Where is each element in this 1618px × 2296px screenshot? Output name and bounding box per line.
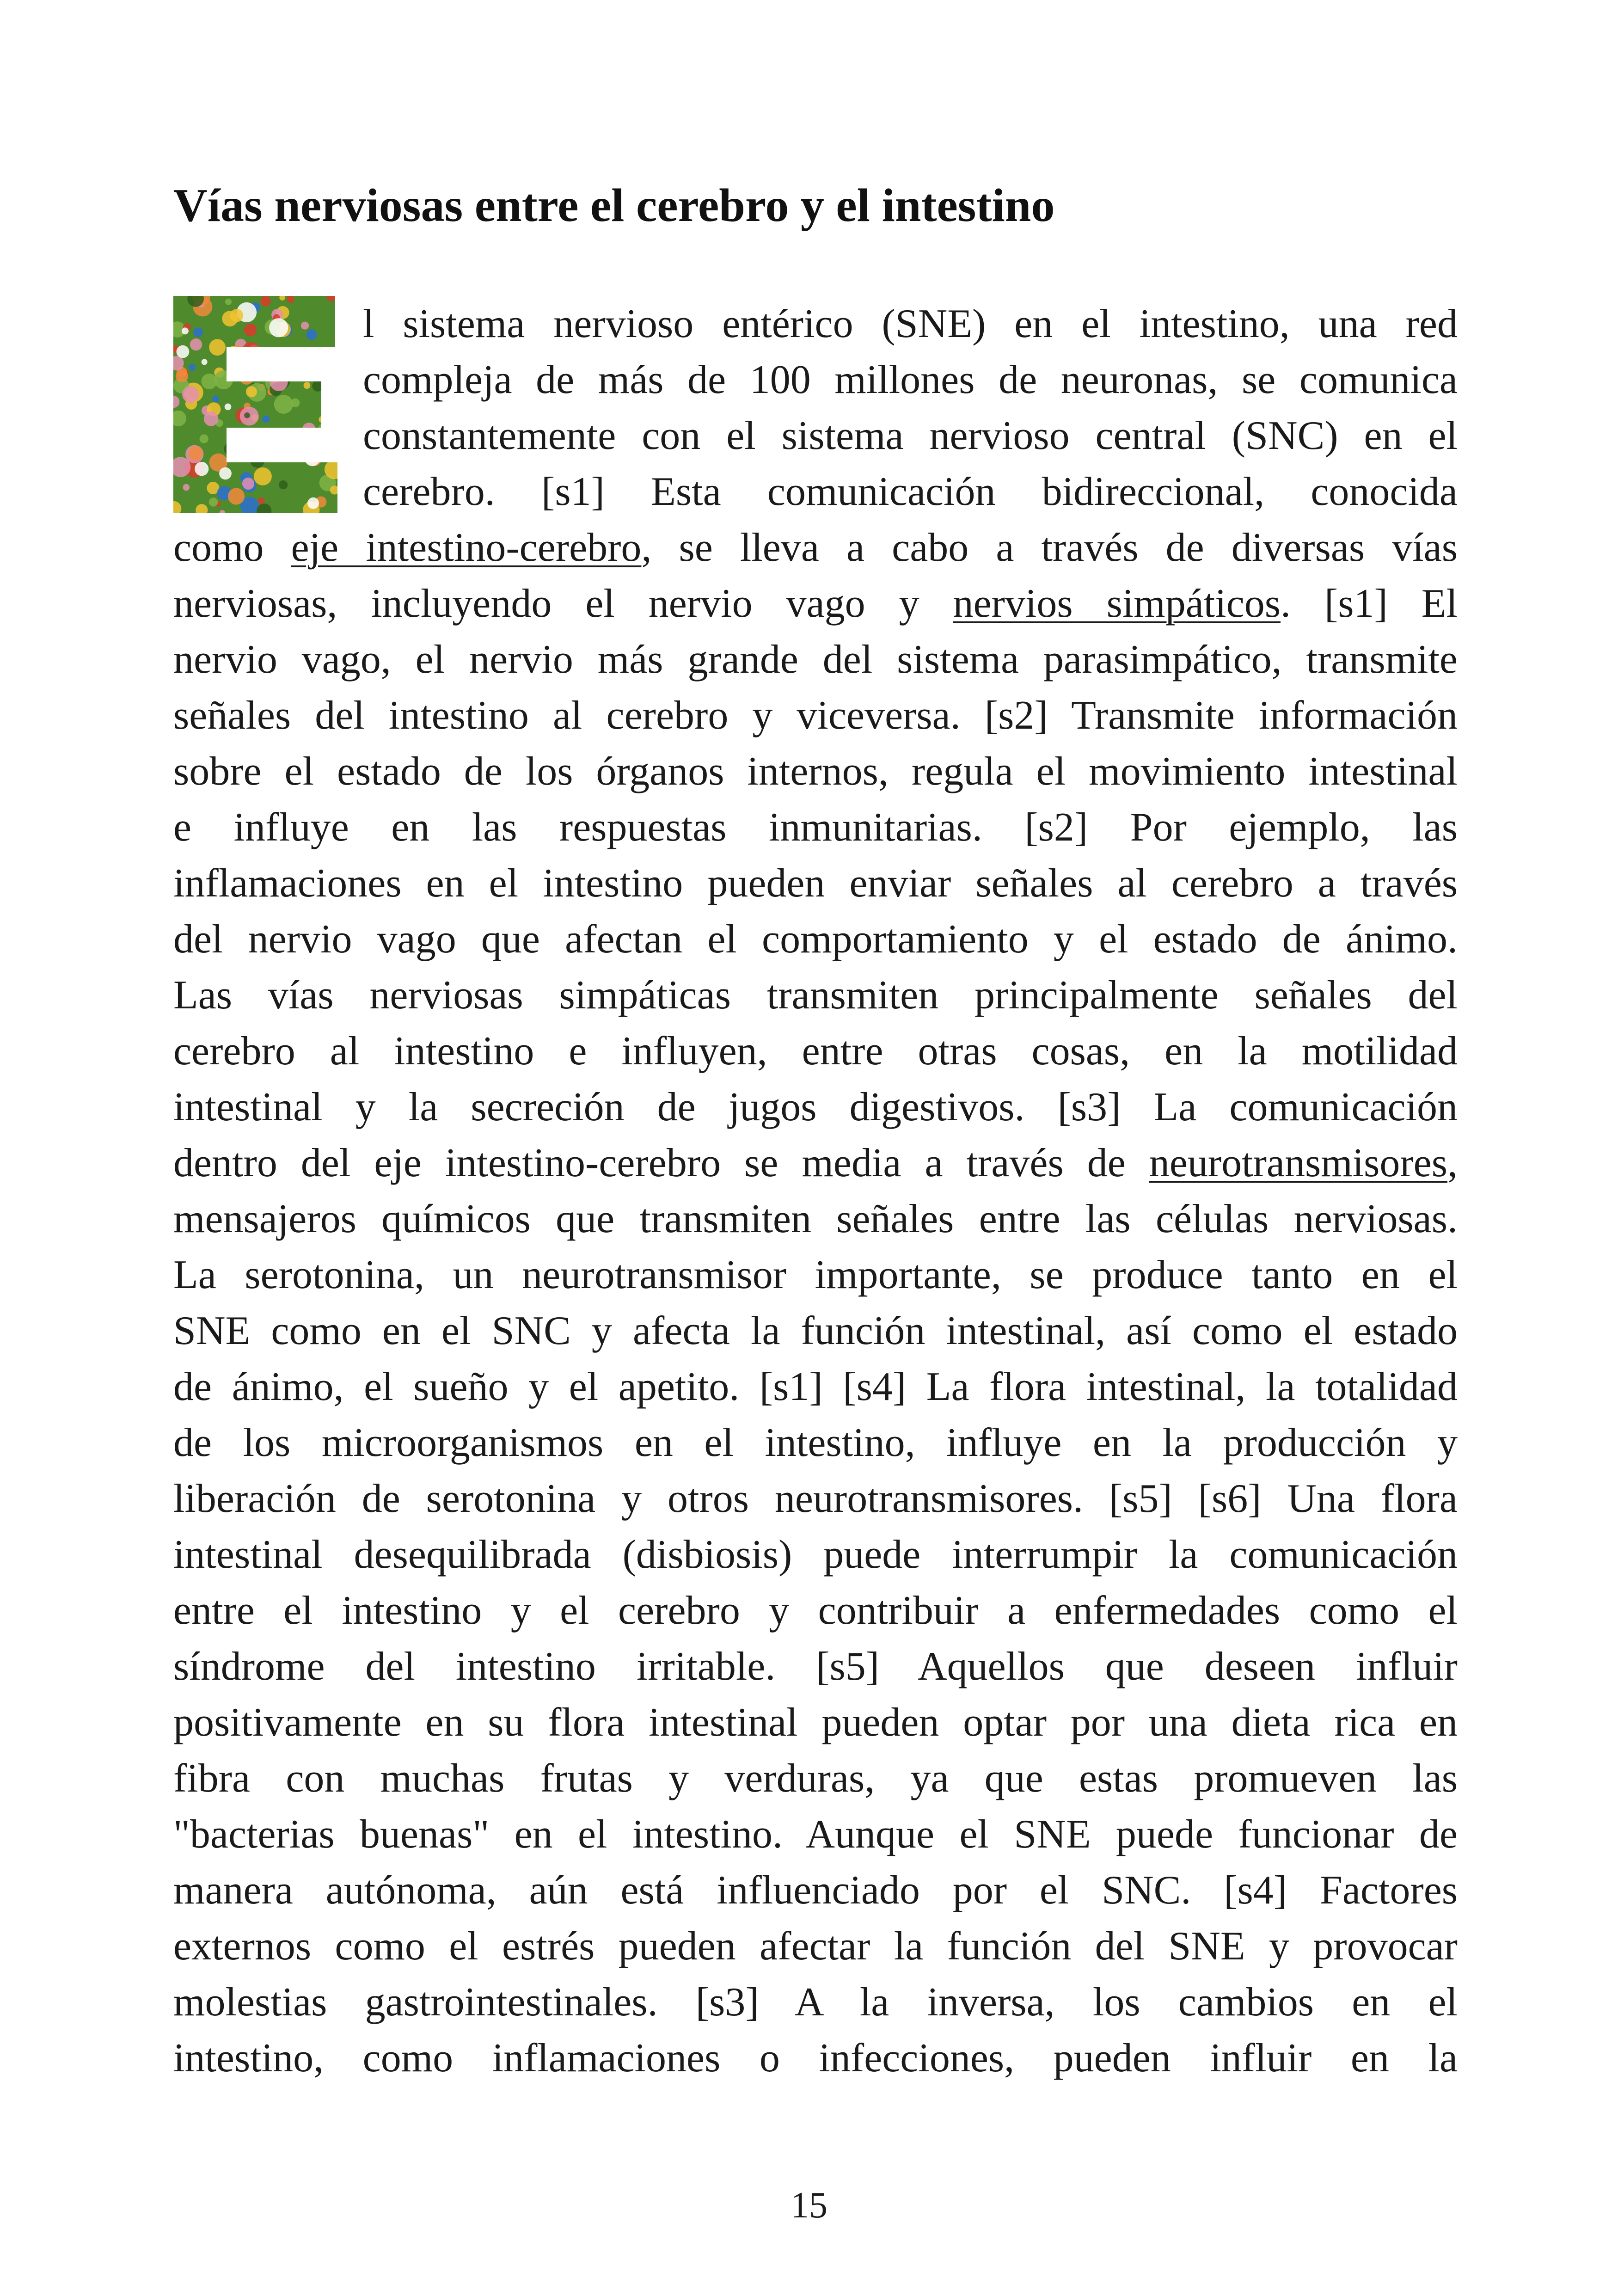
text-line [173,1862,1458,1918]
term-link[interactable]: eje intestino-cerebro [291,525,642,570]
text-line [173,1247,1458,1303]
text-line [173,1359,1458,1415]
text-line [173,1639,1458,1694]
text-line [363,464,1458,520]
text-run: del nervio vago que afectan el comportamiento y el estado de ánimo. [173,917,1458,962]
text-line [173,2030,1458,2086]
text-line [173,855,1458,911]
text-line [173,1694,1458,1750]
text-line [173,1583,1458,1639]
text-line [363,408,1458,464]
text-line [173,1974,1458,2030]
body-paragraph [173,296,1458,2086]
text-run: SNE como en el SNC y afecta la función intestinal, así como el estado [173,1308,1458,1353]
text-run: sobre el estado de los órganos internos, regula el movimiento intestinal [173,749,1458,794]
text-run: e influye en las respuestas inmunitarias. [s2] Por ejemplo, las [173,805,1458,850]
text-line [173,799,1458,855]
text-line [173,1806,1458,1862]
text-line [173,1191,1458,1247]
text-run: señales del intestino al cerebro y viceversa. [s2] Transmite información [173,693,1458,738]
text-run: compleja de más de 100 millones de neuronas, se comunica [363,357,1458,402]
term-link[interactable]: nervios simpáticos [953,581,1281,626]
text-line [173,1750,1458,1806]
text-run: inflamaciones en el intestino pueden enviar señales al cerebro a través [173,861,1458,906]
text-run: molestias gastrointestinales. [s3] A la inversa, los cambios en el [173,1980,1458,2025]
text-run: como [173,525,291,570]
text-run: manera autónoma, aún está influenciado por el SNC. [s4] Factores [173,1868,1458,1913]
text-line [173,1023,1458,1079]
text-line [173,576,1458,632]
text-run: fibra con muchas frutas y verduras, ya que estas promueven las [173,1756,1458,1801]
text-run: . [s1] El [1281,581,1458,626]
text-line [173,688,1458,743]
text-run: constantemente con el sistema nervioso central (SNC) en el [363,413,1458,458]
text-run: dentro del eje intestino-cerebro se media a través de [173,1141,1149,1185]
text-run: intestinal y la secreción de jugos digestivos. [s3] La comunicación [173,1085,1458,1130]
text-run: entre el intestino y el cerebro y contribuir a enfermedades como el [173,1588,1458,1633]
text-run: intestinal desequilibrada (disbiosis) puede interrumpir la comunicación [173,1532,1458,1577]
text-run: externos como el estrés pueden afectar la función del SNE y provocar [173,1924,1458,1969]
text-run: síndrome del intestino irritable. [s5] Aquellos que deseen influir [173,1644,1458,1689]
text-run: l sistema nervioso entérico (SNE) en el intestino, una red [363,301,1458,346]
text-run: de ánimo, el sueño y el apetito. [s1] [s4] La flora intestinal, la totalidad [173,1364,1458,1409]
page-number: 15 [791,2185,827,2226]
text-line [173,1415,1458,1471]
text-run: , se lleva a cabo a través de diversas vías [641,525,1458,570]
text-line [173,1135,1458,1191]
text-run: intestino, como inflamaciones o infecciones, pueden influir en la [173,2036,1458,2081]
text-line [363,296,1458,352]
text-run: La serotonina, un neurotransmisor importante, se produce tanto en el [173,1252,1458,1297]
text-run: cerebro al intestino e influyen, entre otras cosas, en la motilidad [173,1029,1458,1074]
text-line [173,1527,1458,1583]
text-run: liberación de serotonina y otros neurotransmisores. [s5] [s6] Una flora [173,1476,1458,1521]
text-run: nerviosas, incluyendo el nervio vago y [173,581,953,626]
text-run: nervio vago, el nervio más grande del sistema parasimpático, transmite [173,637,1458,682]
text-run: positivamente en su flora intestinal pueden optar por una dieta rica en [173,1700,1458,1745]
term-link[interactable]: neurotransmisores [1149,1141,1447,1185]
text-line [173,967,1458,1023]
text-line [173,911,1458,967]
text-run: mensajeros químicos que transmiten señales entre las células nerviosas. [173,1197,1458,1241]
text-run: cerebro. [s1] Esta comunicación bidireccional, conocida [363,469,1458,514]
text-line [173,1471,1458,1527]
text-line [173,1079,1458,1135]
text-run: , [1447,1141,1458,1185]
text-line [363,352,1458,408]
text-line [173,632,1458,688]
text-line [173,1303,1458,1359]
text-line [173,743,1458,799]
text-run: "bacterias buenas" en el intestino. Aunque el SNE puede funcionar de [173,1812,1458,1857]
text-run: Las vías nerviosas simpáticas transmiten principalmente señales del [173,973,1458,1018]
section-heading: Vías nerviosas entre el cerebro y el intestino [173,179,1055,232]
text-line [173,520,1458,576]
text-line [173,1918,1458,1974]
text-run: de los microorganismos en el intestino, influye en la producción y [173,1420,1458,1465]
